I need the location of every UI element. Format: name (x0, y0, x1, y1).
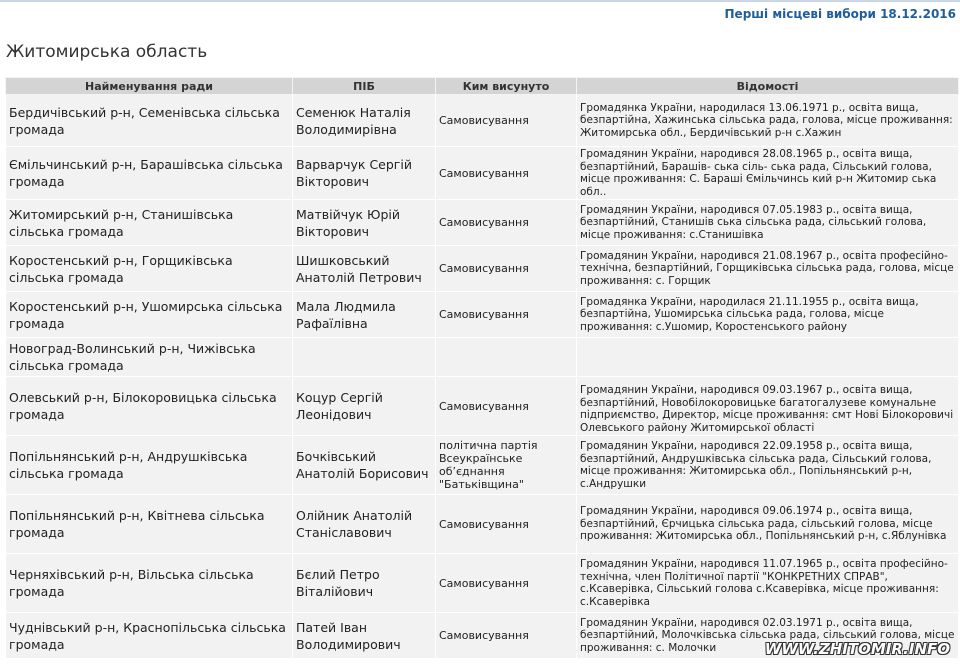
nominated-cell: Самовисування (436, 200, 577, 246)
person-cell: Бочківський Анатолій Борисович (293, 436, 436, 495)
person-cell: Варварчук Сергій Вікторович (293, 147, 436, 200)
person-cell: Семенюк Наталія Володимирівна (293, 95, 436, 147)
table-row (6, 436, 959, 495)
table-row (6, 200, 959, 246)
table-header-row (6, 78, 959, 95)
council-cell: Бердичівський р-н, Семенівська сільська громада (6, 95, 293, 147)
council-cell: Попільнянський р-н, Андрушківська сільська громада (6, 436, 293, 495)
column-header-name: ПІБ (293, 78, 436, 95)
column-header-council: Найменування ради (6, 78, 293, 95)
person-cell: Патей Іван Володимирович (293, 613, 436, 659)
info-cell: Громадянин України, народився 22.09.1958 р., освіта вища, безпартійний, Андрушківська сільська рада, Сільський голова, місце проживання: Житомирська обл., Попільнянський р-н, с.Андрушки (577, 436, 959, 495)
table-row (6, 554, 959, 613)
info-cell: Громадянин України, народився 09.03.1967 р., освіта вища, безпартійний, Новобілокоровицьке багатогалузеве комунальне підприємство, Директор, місце проживання: смт Нові Білокоровичі Олевського району Житомирської області (577, 377, 959, 436)
info-cell: Громадянка України, народилася 21.11.1955 р., освіта вища, безпартійна, Ушомирська сільська рада, голова, місце проживання: с.Ушомир, Коростенського району (577, 292, 959, 338)
nominated-cell: Самовисування (436, 554, 577, 613)
info-cell: Громадянин України, народився 02.03.1971 р., освіта вища, безпартійний, Молочківська сільська рада, сільський голова, місце проживання: с. Молочки (577, 613, 959, 659)
info-cell: Громадянин України, народився 07.05.1983 р., освіта вища, безпартійний, Станишів ська сільська рада, сільський голова, місце проживання: с.Станишівка (577, 200, 959, 246)
table-row (6, 95, 959, 147)
person-cell: Коцур Сергій Леонідович (293, 377, 436, 436)
person-cell: Матвійчук Юрій Вікторович (293, 200, 436, 246)
nominated-cell: Самовисування (436, 147, 577, 200)
info-cell: Громадянин України, народився 11.07.1965 р., освіта професійно-технічна, член Політичної партії "КОНКРЕТНИХ СПРАВ", с.Ксаверівка, Сільський голова с.Ксаверівка, місце проживання: с.Ксаверівка (577, 554, 959, 613)
elections-header-link[interactable]: Перші місцеві вибори 18.12.2016 (724, 7, 956, 21)
nominated-cell: політична партія Всеукраїнське об’єднання "Батьківщина" (436, 436, 577, 495)
person-cell (293, 338, 436, 377)
nominated-cell (436, 338, 577, 377)
council-cell: Попільнянський р-н, Квітнева сільська громада (6, 495, 293, 554)
candidates-table (5, 77, 959, 659)
top-border (0, 0, 960, 2)
nominated-cell: Самовисування (436, 495, 577, 554)
nominated-cell: Самовисування (436, 246, 577, 292)
person-cell: Бєлий Петро Віталійович (293, 554, 436, 613)
table-row (6, 377, 959, 436)
info-cell: Громадянин України, народився 28.08.1965 р., освіта вища, безпартійний, Барашів- ська сіль- ська рада, Сільський голова, місце проживання: С. Бараші Ємільчинсь кий р-н Житомир ська обл.. (577, 147, 959, 200)
column-header-nominated: Ким висунуто (436, 78, 577, 95)
info-cell (577, 338, 959, 377)
nominated-cell: Самовисування (436, 95, 577, 147)
person-cell: Шишковський Анатолій Петрович (293, 246, 436, 292)
table-row (6, 495, 959, 554)
table-row (6, 338, 959, 377)
council-cell: Коростенський р-н, Горщиківська сільська громада (6, 246, 293, 292)
site-watermark: WWW.ZHITOMIR.INFO (764, 640, 950, 658)
info-cell: Громадянка України, народилася 13.06.1971 р., освіта вища, безпартійна, Хажинська сільська рада, голова, місце проживання: Житомирська обл., Бердичівський р-н с.Хажин (577, 95, 959, 147)
nominated-cell: Самовисування (436, 613, 577, 659)
info-cell: Громадянин України, народився 09.06.1974 р., освіта вища, безпартійний, Єрчицька сільська рада, сільський голова, місце проживання: Житомирська обл., Попільнянський р-н, с.Яблунівка (577, 495, 959, 554)
council-cell: Черняхівський р-н, Вільська сільська громада (6, 554, 293, 613)
nominated-cell: Самовисування (436, 377, 577, 436)
region-title: Житомирська область (6, 42, 208, 62)
info-cell: Громадянин України, народився 21.08.1967 р., освіта професійно-технічна, безпартійний, Горщиківська сільська рада, голова, місце проживання: с. Горщик (577, 246, 959, 292)
table-row (6, 292, 959, 338)
council-cell: Чуднівський р-н, Краснопільська сільська громада (6, 613, 293, 659)
nominated-cell: Самовисування (436, 292, 577, 338)
table-row (6, 246, 959, 292)
table-row (6, 147, 959, 200)
council-cell: Олевський р-н, Білокоровицька сільська громада (6, 377, 293, 436)
person-cell: Мала Людмила Рафаїлівна (293, 292, 436, 338)
council-cell: Ємільчинський р-н, Барашівська сільська громада (6, 147, 293, 200)
council-cell: Новоград-Волинський р-н, Чижівська сільська громада (6, 338, 293, 377)
column-header-info: Відомості (577, 78, 959, 95)
person-cell: Олійник Анатолій Станіславович (293, 495, 436, 554)
council-cell: Житомирський р-н, Станишівська сільська громада (6, 200, 293, 246)
council-cell: Коростенський р-н, Ушомирська сільська громада (6, 292, 293, 338)
